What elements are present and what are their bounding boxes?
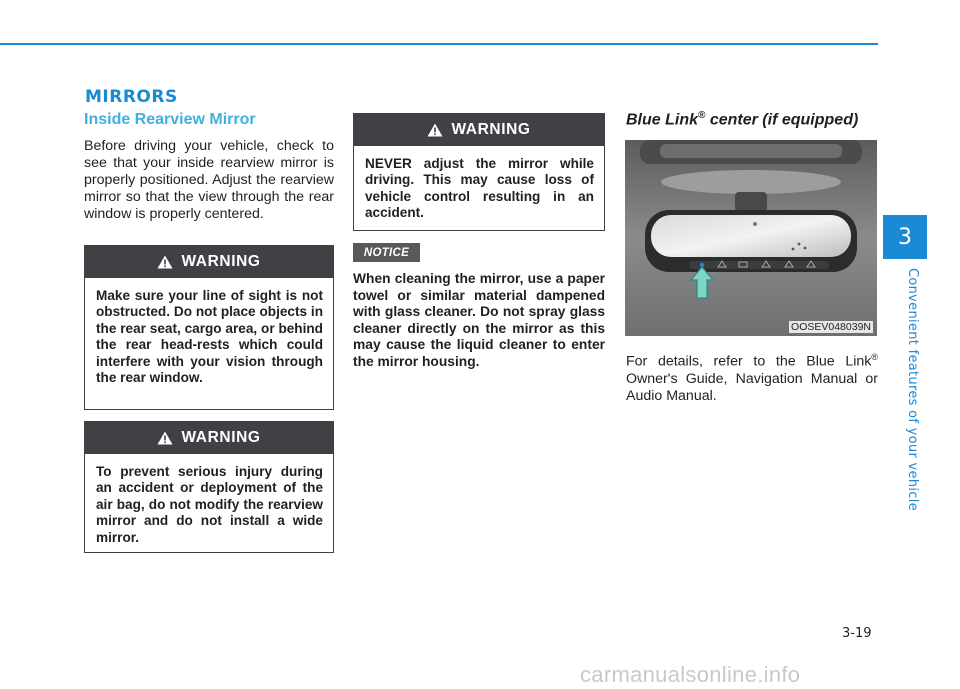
notice-text: When cleaning the mirror, use a paper towel or similar material dampened with glass cleaner. Do not spray glass cleaner directly on the mirror as this may cause the liquid cleaner to enter the mirror housing. (353, 271, 605, 369)
inside-rearview-heading: Inside Rearview Mirror (84, 111, 256, 128)
details-text-a: For details, refer to the Blue Link (626, 353, 872, 370)
warning-triangle-icon (157, 255, 173, 269)
warning-title: WARNING (181, 253, 261, 270)
warning-title: WARNING (451, 121, 531, 138)
warning-header (85, 246, 333, 278)
section-title: MIRRORS (85, 87, 178, 107)
header-rule (0, 43, 878, 45)
notice-label: NOTICE (353, 243, 420, 262)
mirror-drawing (625, 140, 877, 336)
warning-header (354, 114, 604, 146)
rearview-mirror-illustration (625, 140, 877, 336)
heading-main: Blue Link (626, 111, 699, 129)
warning-box-airbag (84, 421, 334, 553)
warning-text: NEVER adjust the mirror while driving. This may cause loss of vehicle control resulting in an accident. (365, 156, 594, 221)
watermark: carmanualsonline.info (580, 662, 801, 687)
page-number: 3-19 (842, 626, 872, 641)
warning-text: Make sure your line of sight is not obstructed. Do not place objects in the rear seat, cargo area, or behind the rear head-rests which could interfere with your vision through the rear window. (96, 288, 323, 386)
registered-mark: ® (698, 110, 706, 121)
chapter-tab-title: Convenient features of your vehicle (905, 268, 920, 511)
warning-box-sight (84, 245, 334, 410)
warning-header (85, 422, 333, 454)
warning-triangle-icon (427, 123, 443, 137)
image-code: OOSEV048039N (791, 321, 871, 333)
blue-link-details (626, 349, 878, 405)
intro-paragraph: Before driving your vehicle, check to see that your inside rearview mirror is properly positioned. Adjust the rearview mirror so that the view through the rear window is properly centered. (84, 138, 334, 222)
warning-text: To prevent serious injury during an accident or deployment of the air bag, do not modify the rearview mirror and do not install a wide mirror. (96, 464, 323, 545)
details-text-b: Owner's Guide, Navigation Manual or Audio Manual. (626, 370, 878, 404)
registered-mark: ® (871, 352, 878, 362)
warning-box-adjust (353, 113, 605, 231)
blue-link-heading (626, 110, 858, 129)
warning-triangle-icon (157, 431, 173, 445)
chapter-tab-number[interactable]: 3 (883, 215, 927, 259)
heading-rest: center (if equipped) (705, 111, 859, 129)
warning-title: WARNING (181, 429, 261, 446)
